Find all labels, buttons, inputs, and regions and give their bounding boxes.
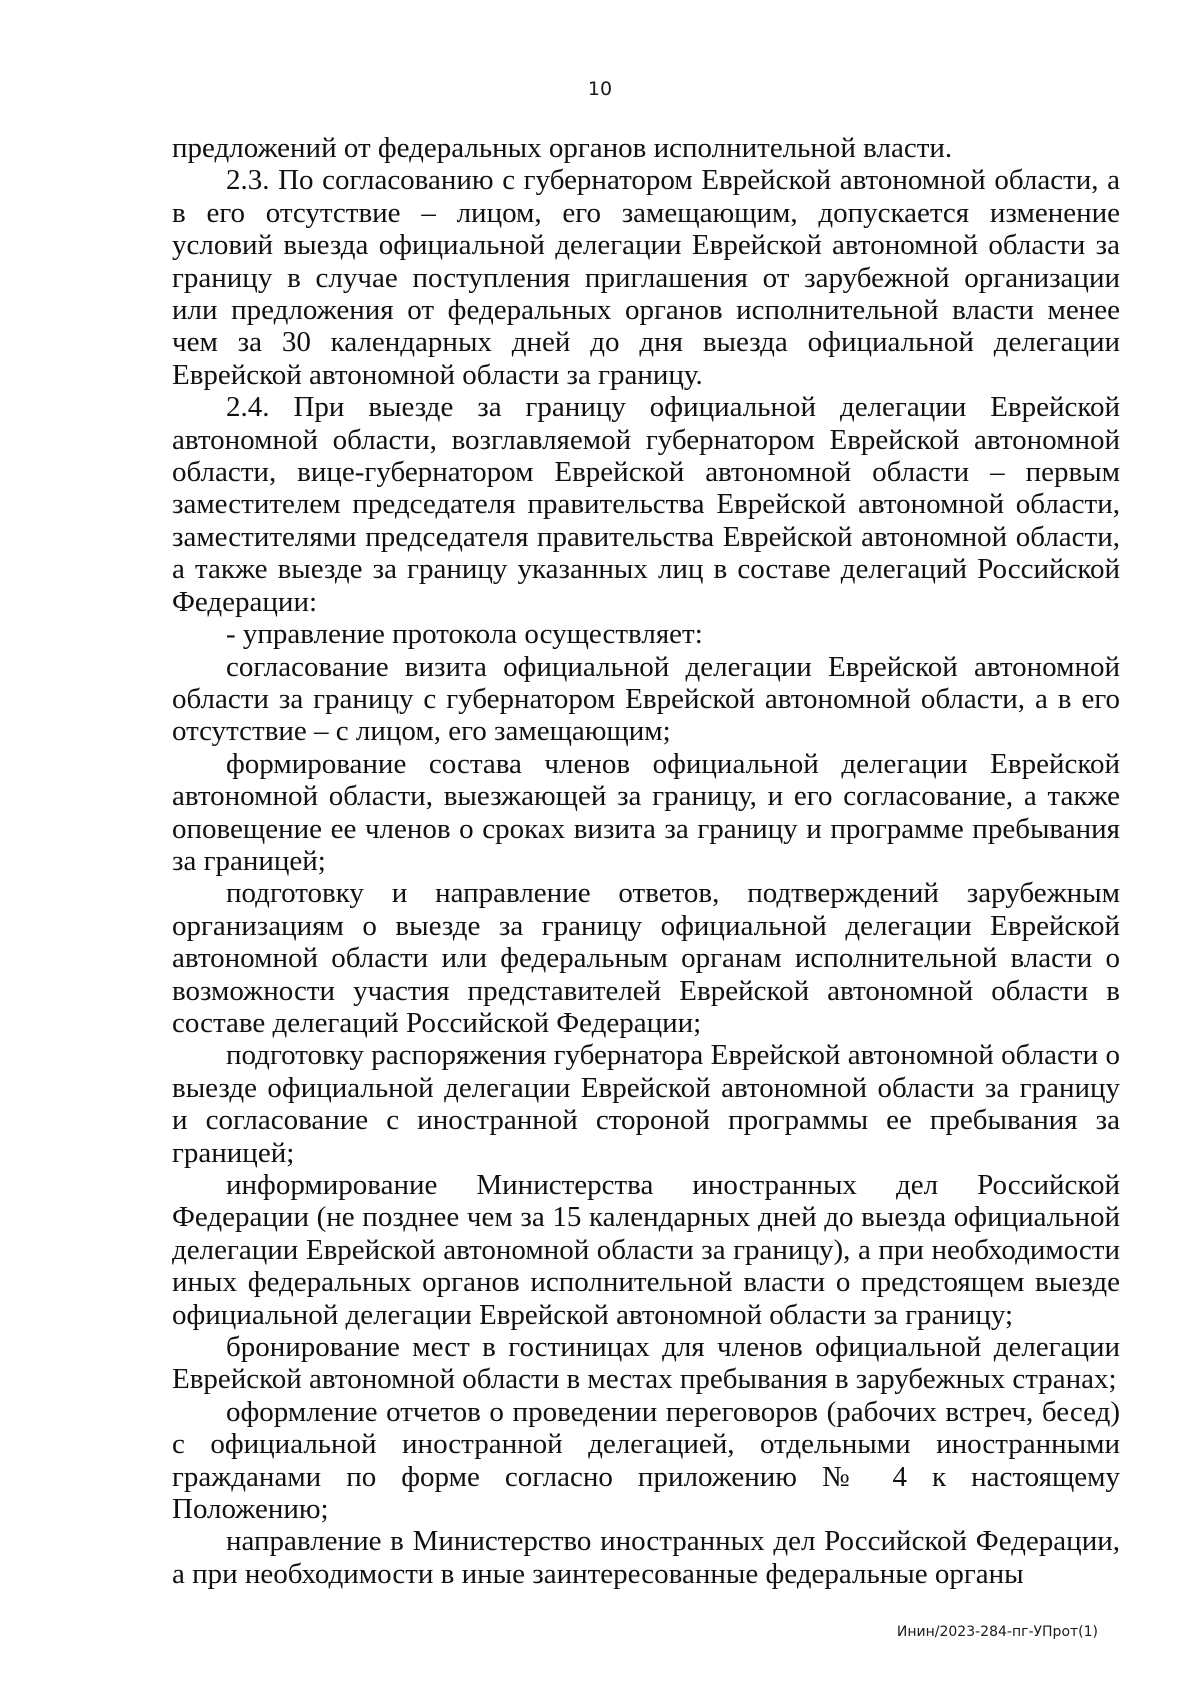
paragraph-responses-preparation: подготовку и направление ответов, подтверждений зарубежным организациям о выезде за границу официальной делегации Еврейской автономной области или федеральным органам исполнительной власти о возможности участия представителей Еврейской автономной области в составе делегаций Российской Федерации;: [172, 877, 1120, 1039]
paragraph-direction-to-ministry: направление в Министерство иностранных дел Российской Федерации, а при необходимости в иные заинтересованные федеральные органы: [172, 1525, 1120, 1590]
paragraph-ministry-informing: информирование Министерства иностранных дел Российской Федерации (не позднее чем за 15 календарных дней до выезда официальной делегации Еврейской автономной области за границу), а при необходимости иных федеральных органов исполнительной власти о предстоящем выезде официальной делегации Еврейской автономной области за границу;: [172, 1169, 1120, 1331]
paragraph-visit-approval: согласование визита официальной делегации Еврейской автономной области за границу с губернатором Еврейской автономной области, а в его отсутствие – с лицом, его замещающим;: [172, 650, 1120, 748]
paragraph-delegation-composition: формирование состава членов официальной делегации Еврейской автономной области, выезжающей за границу, и его согласование, а также оповещение ее членов о сроках визита за границу и программе пребывания за границей;: [172, 747, 1120, 877]
paragraph-protocol-department: - управление протокола осуществляет:: [226, 618, 703, 651]
paragraph-continuation: предложений от федеральных органов исполнительной власти.: [172, 132, 953, 164]
document-code: Инин/2023-284-пг-УПрот(1): [896, 1624, 1098, 1640]
paragraph-hotel-booking: бронирование мест в гостиницах для членов официальной делегации Еврейской автономной области в местах пребывания в зарубежных странах;: [172, 1331, 1120, 1396]
document-body: [172, 132, 1120, 1590]
page-number: 10: [587, 78, 613, 100]
paragraph-reports: оформление отчетов о проведении переговоров (рабочих встреч, бесед) с официальной иностранной делегацией, отдельными иностранными гражданами по форме согласно приложению № 4 к настоящему Положению;: [172, 1395, 1120, 1526]
paragraph-order-preparation: подготовку распоряжения губернатора Еврейской автономной области о выезде официальной делегации Еврейской автономной области за границу и согласование с иностранной стороной программы ее пребывания за границей;: [172, 1039, 1120, 1169]
paragraph-2-4: 2.4. При выезде за границу официальной делегации Еврейской автономной области, возглавляемой губернатором Еврейской автономной области, вице-губернатором Еврейской автономной области – первым заместителем председателя правительства Еврейской автономной области, заместителями председателя правительства Еврейской автономной области, а также выезде за границу указанных лиц в составе делегаций Российской Федерации:: [172, 391, 1120, 618]
paragraph-2-3: 2.3. По согласованию с губернатором Еврейской автономной области, а в его отсутствие – лицом, его замещающим, допускается изменение условий выезда официальной делегации Еврейской автономной области за границу в случае поступления приглашения от зарубежной организации или предложения от федеральных органов исполнительной власти менее чем за 30 календарных дней до дня выезда официальной делегации Еврейской автономной области за границу.: [172, 164, 1120, 391]
